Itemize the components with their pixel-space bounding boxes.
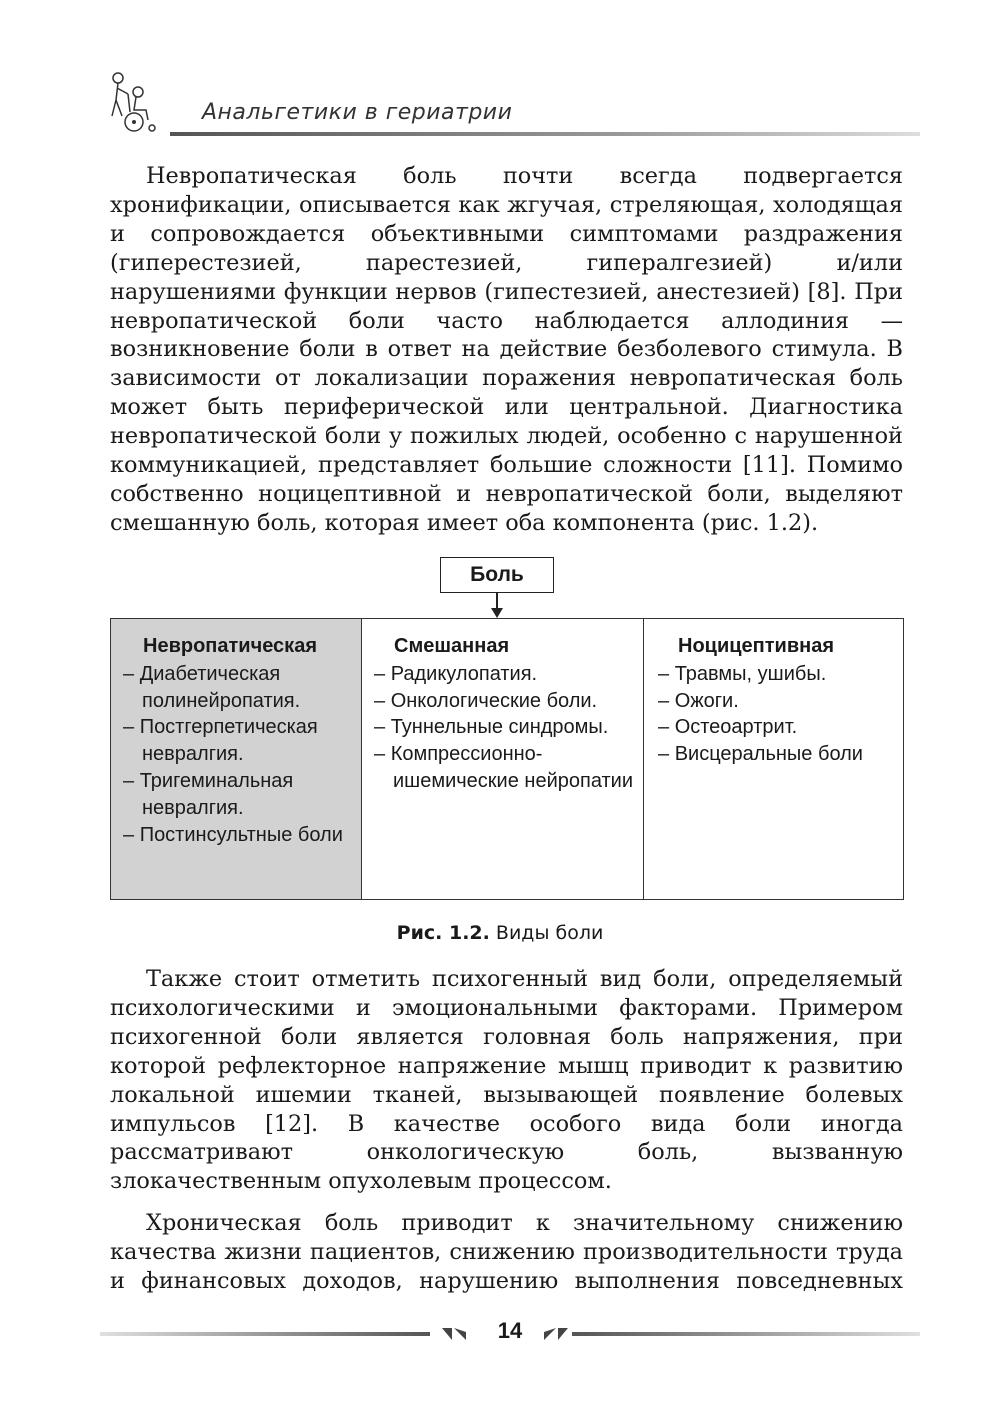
page-header xyxy=(100,70,920,140)
ornament-right-icon xyxy=(540,1324,570,1344)
list-item: – Постгерпетическая невралгия. xyxy=(123,714,361,768)
column-title: Невропатическая xyxy=(143,635,317,657)
running-title: Анальгетики в гериатрии xyxy=(202,100,513,125)
paragraph-2-block xyxy=(110,965,903,1196)
list-item: – Тригеминальная невралгия. xyxy=(123,768,361,822)
list-item: – Компрессионно-ишемические нейропатии xyxy=(374,741,643,795)
list-item: – Ожоги. xyxy=(658,688,903,715)
column-title: Смешанная xyxy=(394,635,510,657)
figure-pain-types xyxy=(110,555,904,900)
footer-rule-left xyxy=(100,1332,430,1336)
paragraph-2: Также стоит отметить психогенный вид боли, определяемый психологическими и эмоциональными факторами. Примером психогенной боли является головная боль напряжения, при которой рефлекторное напряжение мышц приводит к развитию локальной ишемии тканей, вызывающей появление болевых импульсов [12]. В качестве особого вида боли иногда рассматривают онкологическую боль, вызванную злокачественным опухолевым процессом. xyxy=(110,966,903,1195)
column-neuropathic xyxy=(111,619,361,899)
list-item: – Постинсультные боли xyxy=(123,822,361,849)
caption-text: Виды боли xyxy=(495,922,604,944)
paragraph-1-block xyxy=(110,162,903,538)
list-item: – Радикулопатия. xyxy=(374,661,643,688)
page-footer xyxy=(100,1318,920,1348)
paragraph-1: Невропатическая боль почти всегда подвергается хронификации, описывается как жгучая, стреляющая, холодящая и сопровождается объективными симптомами раздражения (гиперестезией, парестезией, гипералгезией) и/или нарушениями функции нервов (гипестезией, анестезией) [8]. При невропатической боли часто наблюдается аллодиния — возникновение боли в ответ на действие безболевого стимула. В зависимости от локализации поражения невропатическая боль может быть периферической или центральной. Диагностика невропатической боли у пожилых людей, особенно с нарушенной коммуникацией, представляет большие сложности [11]. Помимо собственно ноцицептивной и невропатической боли, выделяют смешанную боль, которая имеет оба компонента (рис. 1.2). xyxy=(110,163,903,536)
list-item: – Диабетическая полинейропатия. xyxy=(123,661,361,715)
page-number: 14 xyxy=(497,1318,523,1343)
list-item: – Остеоартрит. xyxy=(658,714,903,741)
column-list xyxy=(658,661,903,768)
column-list xyxy=(123,661,361,849)
footer-rule-right xyxy=(572,1332,920,1336)
diagram-root-box: Боль xyxy=(440,557,554,593)
header-rule xyxy=(170,132,920,136)
diagram-columns xyxy=(110,618,904,900)
figure-caption xyxy=(0,922,1000,944)
column-list xyxy=(374,661,643,795)
list-item: – Травмы, ушибы. xyxy=(658,661,903,688)
ornament-left-icon xyxy=(440,1324,470,1344)
paragraph-3-block xyxy=(110,1209,903,1296)
list-item: – Онкологические боли. xyxy=(374,688,643,715)
diagram-arrow-head xyxy=(491,608,503,618)
list-item: – Висцеральные боли xyxy=(658,741,903,768)
column-title: Ноцицептивная xyxy=(678,635,835,657)
elderly-wheelchair-icon xyxy=(100,70,164,134)
list-item: – Туннельные синдромы. xyxy=(374,714,643,741)
column-mixed xyxy=(361,619,643,899)
paragraph-3: Хроническая боль приводит к значительному снижению качества жизни пациентов, снижению производительности труда и финансовых доходов, нарушению выполнения повседневных xyxy=(110,1210,903,1294)
caption-label: Рис. 1.2. xyxy=(396,922,490,944)
column-nociceptive xyxy=(643,619,903,899)
